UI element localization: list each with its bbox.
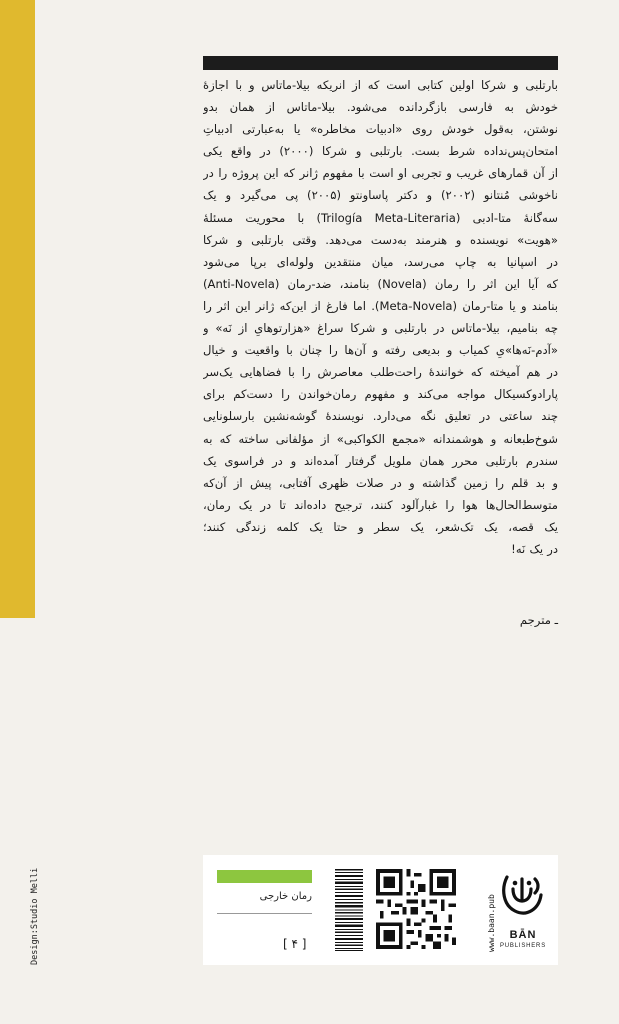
series-number: [ ۴ ] <box>283 937 307 951</box>
publisher-url: www.baan.pub <box>487 894 496 952</box>
blurb-line: چه بنامیم، بیلا-ماتاس در بارتلبی و شرکا سراغ «هزارتوهایِ از نَه» و <box>203 321 558 336</box>
publisher-brand: BĀN <box>509 929 537 941</box>
blurb-line: بنامند و یا متا-رمان (Meta-Novela). اما فارغ از این‌که ژانر این اثر را <box>203 298 558 313</box>
blurb-line: سه‌گانهٔ متا-ادبی (Trilogía Meta-Literaria) با محوریت مسئلهٔ <box>203 210 558 225</box>
qr-code-icon <box>376 869 456 949</box>
blurb-line: در اسپانیا به چاپ می‌رسد، میان منتقدین ولوله‌ای برپا می‌شود <box>203 254 558 269</box>
blurb-line: سندرم بارتلبی محرر همان ملویل گرفتار آمده‌اند و در فراسوی یک <box>203 453 558 468</box>
blurb-line: امتحان‌پس‌نداده شرط بست. بارتلبی و شرکا (۲۰۰۰) در واقع یکی <box>203 144 558 159</box>
back-cover-blurb <box>203 74 558 560</box>
blurb-line: بارتلبی و شرکا اولین کتابی است که از انریکه بیلا-ماتاس و با اجازهٔ <box>203 78 558 92</box>
designer-credit: Design:Studio Melli <box>30 867 40 965</box>
barcode-icon <box>335 869 363 951</box>
blurb-line: از آن قمارهای غریب و تجربی او است با مفهوم ژانر که این پروژه را در <box>203 166 558 181</box>
blurb-line: متوسط‌الحال‌ها هوا را غبارآلود کنند، ترجیح داده‌اند تا در یک رمان، <box>203 497 558 512</box>
blurb-line: و بد قلم را زمین گذاشته و در صلات ظهری آفتابی، پیش از آن‌که <box>203 475 558 490</box>
blurb-line: در هم آمیخته که خوانندهٔ راحت‌طلب معاصرش را با فضاهایی یک‌سر <box>203 365 558 380</box>
blurb-line: که آیا این اثر را رمان (Novela) بنامند، ضد-رمان (Anti-Novela) <box>203 276 558 291</box>
blurb-line: یک قصه، یک تک‌شعر، یک سطر و حتا یک کلمه زندگی کنند؛ <box>203 519 558 534</box>
blurb-line: «آدم-نَه‌ها»یِ کمیاب و بدیعی رفته و آن‌ها را چنان با واقعیت و خیال <box>203 343 558 358</box>
translator-signature: ـ مترجم <box>519 613 558 627</box>
blurb-line: شوخ‌طبعانه و هوشمندانه «مجمع الکواکبی» از مؤلفانی ساخته که به <box>203 431 558 446</box>
blurb-line: چند ساعتی در تعلیق نگه می‌دارد. نویسندهٔ گوشه‌نشین بارسلونایی <box>203 409 558 424</box>
blurb-line: پارادوکسیکال مواجه می‌کند و مفهوم رمان‌خواندن را دست‌کم برای <box>203 387 558 402</box>
blurb-line: ناخوشی مُنتانو (۲۰۰۲) و دکتر پاساونتو (۲۰۰۵) پی می‌گیرد و یک <box>203 188 558 203</box>
publisher-subtitle: PUBLISHERS <box>499 943 546 949</box>
series-color-strip <box>217 870 312 883</box>
publisher-info-box <box>203 855 558 965</box>
blurb-line: در یک نَه! <box>511 541 558 556</box>
ban-logo-icon <box>499 871 545 921</box>
blurb-line: نوشتن، به‌قول خودش روی «ادبیات مخاطره» یا به‌عبارتی ادبیاتِ <box>203 122 558 137</box>
divider <box>217 913 312 914</box>
blurb-line: خودش به فارسی بازگردانده می‌شود. بیلا-ماتاس از همان بدو <box>203 100 558 115</box>
blurb-line: «هویت» نویسنده و هنرمند به‌دست می‌دهد. وقتی بارتلبی و شرکا <box>203 232 558 247</box>
top-black-bar <box>203 56 558 70</box>
spine-color-band <box>0 0 35 618</box>
genre-label: رمان خارجی <box>259 891 312 902</box>
